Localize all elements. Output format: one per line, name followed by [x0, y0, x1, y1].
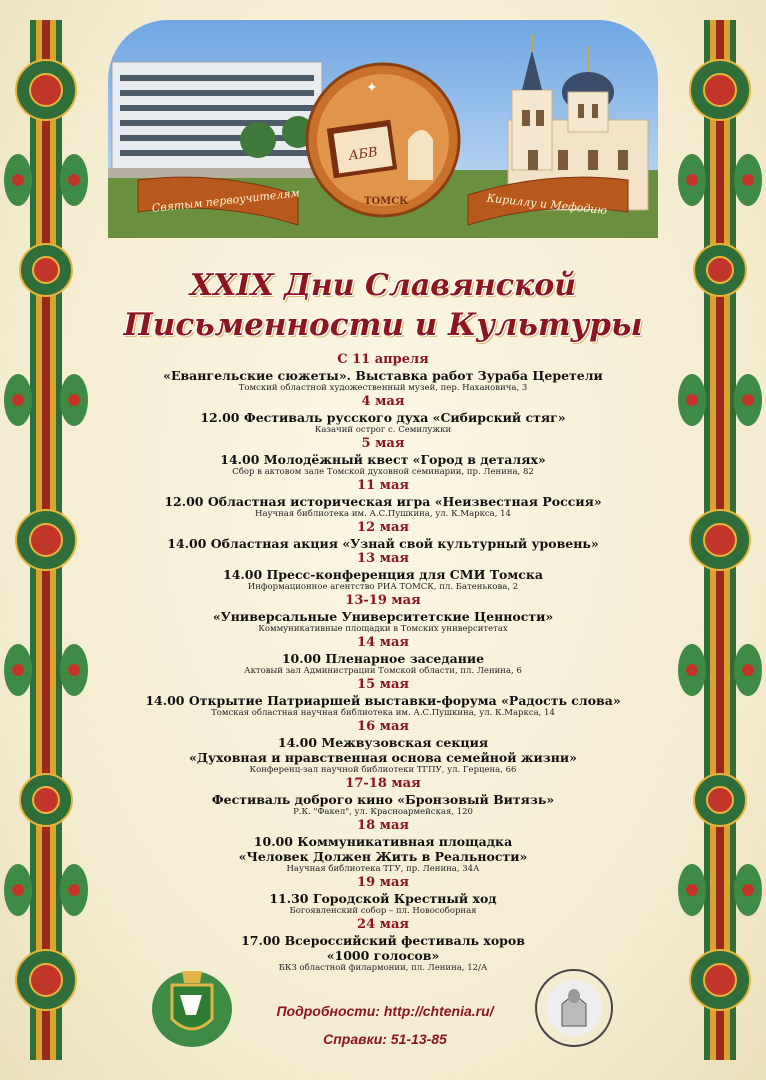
event-item: [120, 352, 646, 394]
event-title: 14.00 Межвузовская секция: [277, 735, 489, 750]
event-date: 24 мая: [357, 917, 409, 932]
event-date: 11 мая: [357, 478, 409, 493]
more-info-link[interactable]: Подробности: http://chtenia.ru/: [276, 1003, 494, 1019]
event-title: «Духовная и нравственная основа семейной жизни»: [189, 750, 577, 765]
event-date: 14 мая: [357, 635, 409, 650]
event-title: 12.00 Областная историческая игра «Неизвестная Россия»: [164, 494, 602, 509]
event-schedule: [120, 352, 646, 974]
event-date: 13-19 мая: [345, 593, 421, 608]
event-title: «Человек Должен Жить в Реальности»: [238, 849, 528, 864]
event-item: [120, 719, 646, 776]
event-item: [120, 776, 646, 818]
event-place: Коммуникативные площадки в Томских университетах: [258, 624, 508, 634]
svg-text:✦: ✦: [366, 80, 378, 96]
event-place: Научная библиотека им. А.С.Пушкина, ул. К.Маркса, 14: [255, 509, 511, 519]
event-date: 5 мая: [361, 436, 405, 451]
event-place: Конференц-зал научной библиотеки ТГПУ, ул. Герцена, 66: [249, 765, 517, 775]
event-date: 15 мая: [357, 677, 409, 692]
event-item: [120, 394, 646, 436]
event-title: 14.00 Областная акция «Узнай свой культурный уровень»: [167, 536, 599, 551]
logo-book-letters: АБВ: [347, 144, 379, 164]
event-place: Информационное агентство РИА ТОМСК, пл. Батенькова, 2: [247, 582, 519, 592]
event-place: Казачий острог с. Семилужки: [314, 425, 452, 435]
event-place: БКЗ областной филармонии, пл. Ленина, 12/А: [278, 963, 488, 973]
event-place: Томский областной художественный музей, пер. Нахановича, 3: [238, 383, 528, 393]
event-place: Актовый зал Администрации Томской области, пл. Ленина, 6: [244, 666, 522, 676]
event-date: 16 мая: [357, 719, 409, 734]
event-title: 12.00 Фестиваль русского духа «Сибирский стяг»: [200, 410, 566, 425]
event-title: 14.00 Открытие Патриаршей выставки-форума «Радость слова»: [145, 693, 621, 708]
event-title: 17.00 Всероссийский фестиваль хоров: [241, 933, 525, 948]
event-item: [120, 478, 646, 520]
title-line-2: Письменности и Культуры: [123, 307, 643, 343]
event-date: 13 мая: [357, 551, 409, 566]
event-date: 4 мая: [361, 394, 405, 409]
festival-logo: [307, 64, 459, 216]
event-title: 11.30 Городской Крестный ход: [269, 891, 497, 906]
event-item: [120, 818, 646, 875]
event-title: «Универсальные Университетские Ценности»: [212, 609, 554, 624]
event-title: 14.00 Молодёжный квест «Город в деталях»: [220, 452, 546, 467]
event-date: 19 мая: [357, 875, 409, 890]
event-item: [120, 635, 646, 677]
event-title: Фестиваль доброго кино «Бронзовый Витязь»: [211, 792, 555, 807]
event-date: С 11 апреля: [337, 352, 429, 367]
header-illustration: [108, 20, 658, 238]
event-item: [120, 520, 646, 551]
event-place: Богоявленский собор – пл. Новособорная: [289, 906, 477, 916]
tomsk-oblast-coat-of-arms: [150, 963, 234, 1049]
event-item: [120, 551, 646, 593]
logo-city: ТОМСК: [364, 196, 409, 207]
event-place: Научная библиотека ТГУ, пр. Ленина, 34А: [286, 864, 480, 874]
event-title: 10.00 Коммуникативная площадка: [253, 834, 513, 849]
event-title: 14.00 Пресс-конференция для СМИ Томска: [223, 567, 543, 582]
event-date: 18 мая: [357, 818, 409, 833]
event-item: [120, 875, 646, 917]
event-date: 17-18 мая: [345, 776, 421, 791]
phone-info: Справки: 51-13-85: [323, 1031, 447, 1047]
left-ornament-border: [0, 20, 92, 1060]
event-item: [120, 436, 646, 478]
event-item: [120, 593, 646, 635]
ribbon-right-text: Кириллу и Мефодию: [486, 191, 608, 218]
title-line-1: XXIX Дни Славянской: [189, 268, 577, 303]
ribbon-left-text: Святым первоучителям: [151, 186, 301, 215]
patriarch-exhibition-seal: [532, 966, 616, 1050]
event-place: Сбор в актовом зале Томской духовной семинарии, пр. Ленина, 82: [232, 467, 534, 477]
right-ornament-border: [674, 20, 766, 1060]
event-date: 12 мая: [357, 520, 409, 535]
event-title: «Евангельские сюжеты». Выставка работ Зураба Церетели: [163, 368, 603, 383]
event-place: Р.К. "Факел", ул. Красноармейская, 120: [293, 807, 473, 817]
event-title: 10.00 Пленарное заседание: [281, 651, 485, 666]
event-title: «1000 голосов»: [326, 948, 440, 963]
event-item: [120, 677, 646, 719]
event-place: Томская областная научная библиотека им. А.С.Пушкина, ул. К.Маркса, 14: [211, 708, 555, 718]
